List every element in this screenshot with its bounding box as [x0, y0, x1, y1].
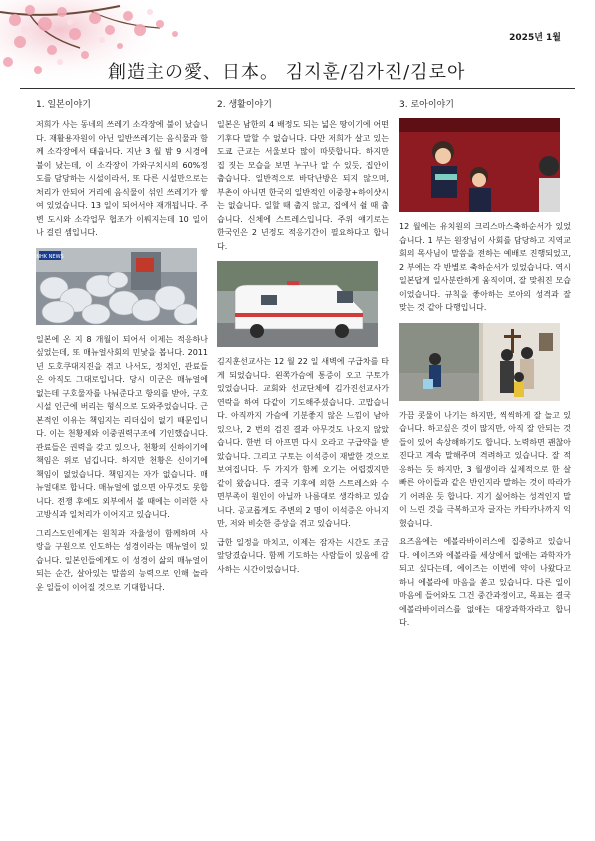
ambulance-photo — [217, 261, 378, 347]
garbage-bags-photo — [36, 248, 197, 325]
japan-paragraph-3: 그리스도인에게는 원칙과 자율성이 함께하며 사랑을 구원으로 인도하는 성경이라는 매뉴얼이 있습니다. 일본인들에게도 이 성경이 삶의 매뉴얼이 되는 순간, 살아있는 말씀의 능력으로 인해 놀라운 일들이 이어질 것으로 기대합니다. — [36, 528, 208, 592]
life-paragraph-3: 급한 일정을 마치고, 이제는 잠자는 시간도 조금 앞당겼습니다. 함께 기도하는 사람들이 있음에 감사하는 시간이었습니다. — [217, 537, 389, 574]
japan-paragraph-1: 저희가 사는 동네의 쓰레기 소각장에 불이 났습니다. 재활용자원이 아닌 일반쓰레기는 음식물과 함께 소각장에서 태웁니다. 지난 3 월 밤 9 시경에 불이 났는데, 이 소각장이 가와구치시의 60%정도를 담당하는 시설이라서, 또 다른 시설만으로는 처리가 안되어 거리에 음식물이 섞인 쓰레기가 쌓여 있었습니다. 13 일이 되어서야 재개됩니다. 주변 도시와 소각업무 협조가 이뤄지는데 10 일이나 걸린 셈입니다. — [36, 120, 208, 237]
section-heading-japan: 1. 일본이야기 — [36, 100, 91, 110]
title-divider — [20, 88, 575, 89]
life-paragraph-2: 김지훈선교사는 12 월 22 일 새벽에 구급차를 타게 되었습니다. 왼쪽가슴에 통증이 오고 구토가 있었습니다. 교회와 선교단체에 김가진선교사가 연락을 하여 다같이 기도해주셨습니다. 고맙습니다. 아직까지 가슴에 기분좋지 않은 느낌이 남아 있으나, 2 번의 검진 결과 아무것도 나오지 않았습니다. 한번 더 아프면 다시 오라고 구급약을 받았습니다. 그리고 구토는 이석증이 재발한 것으로 보여집니다. 두 가지가 함께 오기는 어렵겠지만 같이 왔습니다. 결국 기후에 의한 스트레스와 수면부족이 원인이 아닐까 나름대로 생각하고 있습니다. 공교롭게도 주변의 2 명이 이석증은 아니지만, 저와 비슷한 증상을 겪고 있습니다. — [217, 357, 389, 528]
roa-paragraph-2: 가끔 콧물이 나기는 하지만, 씩씩하게 잘 놀고 있습니다. 하고싶은 것이 많지만, 아직 잘 안되는 것들이 있어 속상해하기도 합니다. 노력하면 괜찮아진다고 계속 말해주며 격려하고 있습니다. 잘 적응하는 듯 하지만, 3 월생이라 실제적으로 한 살 빠른 아이들과 같은 반인지라 말하는 것이 따라가기 어려운 듯 합니다. 지기 싫어하는 성격인지 말이 느린 것을 극복하고자 글자는 카타카나까지 익혔습니다. — [399, 410, 571, 528]
section-heading-life: 2. 생활이야기 — [217, 100, 272, 110]
life-paragraph-1: 일본은 남한의 4 배정도 되는 넓은 땅이기에 어떤 기후다 말할 수 없습니다. 다만 저희가 살고 있는 도쿄 근교는 서울보다 많이 따뜻합니다. 하지만 집 짓는 모습을 보면 누구나 알 수 있듯, 집안이 춥습니다. 일반적으로 바닥난방은 되지 않으며, 부촌이 아니면 한국의 일반적인 이중창+하이샷시는 없습니다. 일할 때 춥지 않고, 집에서 쉴 때 춥습니다. 신체에 스트레스입니다. 주위 얘기로는 한국인은 2 년정도 적응기간이 필요하다고 합니다. — [217, 120, 389, 251]
news-badge-text: NHK NEWS — [36, 253, 64, 260]
issue-date: 2025년 1월 — [509, 33, 561, 43]
roa-paragraph-3: 요즈음에는 에볼라바이러스에 집중하고 있습니다. 에이즈와 에볼라를 세상에서 없애는 과학자가 되고 싶다는데, 에이즈는 이번에 약이 나왔다고 하니 에볼라에 마음을 쏟고 있습니다. 다른 일이 마음에 들어와도 그건 중간과정이고, 목표는 결국 에볼라바이러스를 없애는 대장과학자라고 합니다. — [399, 537, 571, 627]
family-photo — [399, 323, 560, 401]
column-life-story — [217, 97, 389, 576]
newsletter-title: 創造主の愛、日本。 김지훈/김가진/김로아 — [108, 62, 466, 83]
column-japan-story — [36, 97, 208, 594]
roa-paragraph-1: 12 월에는 유치원의 크리스마스축하순서가 있었습니다. 1 부는 원장님이 사회를 담당하고 지역교회의 목사님이 말씀을 전하는 예배로 진행되었고, 2 부에는 각 반별로 축하순서가 있었습니다. 역시 일본답게 일사분란하게 움직이며, 잘 맞춰진 모습이었습니다. 규칙을 좋아하는 로아의 성격과 잘 맞는 것 같아 다행입니다. — [399, 222, 571, 312]
section-heading-roa: 3. 로아이야기 — [399, 100, 454, 110]
column-roa-story — [399, 97, 571, 630]
christmas-performance-photo — [399, 118, 560, 212]
japan-paragraph-2: 일본에 온 지 8 개월이 되어서 이제는 적응하나 싶었는데, 또 매뉴얼사회의 민낯을 봅니다. 2011 년 도호쿠대지진을 겪고 나서도, 정치인, 관료들은 아직도 그대로입니다. 당시 미군은 매뉴얼에 없는데 구호물자를 나눠준다고 항의를 받아, 구호시설 인근에 버리는 형식으로 도와주었습니다. 근본적인 이유는 책임지는 리더십이 없기 때문입니다. 이는 천황제와 이중권력구조에 기인했습니다. 관료들은 권력을 갖고 있으나, 천황의 신하이기에 책임은 위로 넘깁니다. 하지만 천황은 신이기에 책임이 없었습니다. 책임지는 자가 없습니다. 매뉴얼대로 합니다. 매뉴얼에 없으면 아무것도 못합니다. 전쟁 후에도 외부에서 볼 때에는 이러한 사고방식과 일처리가 이어지고 있습니다. — [36, 334, 208, 519]
